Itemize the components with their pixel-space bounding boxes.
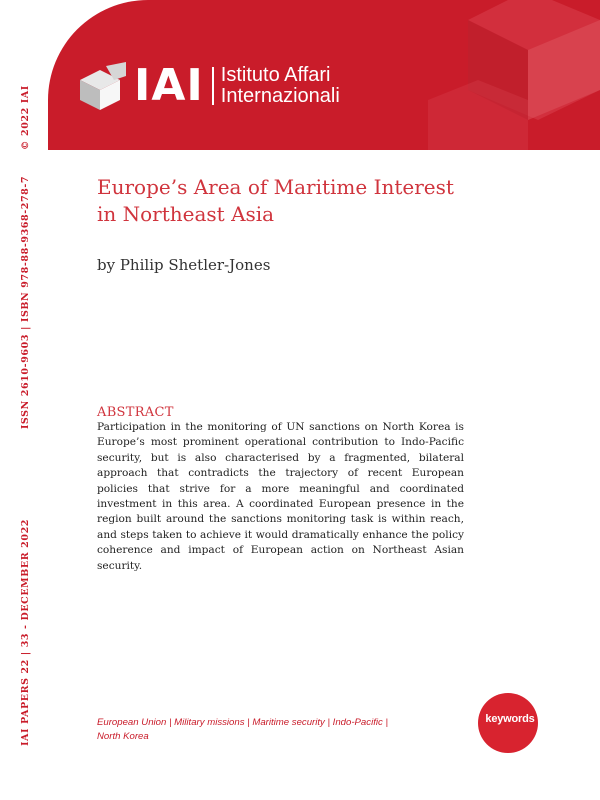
keywords-line2: North Korea	[97, 730, 149, 742]
keywords-line1: European Union | Military missions | Maritime security | Indo-Pacific |	[97, 717, 388, 728]
institute-name-line1: Istituto Affari	[220, 64, 331, 86]
logo-divider	[212, 67, 214, 105]
issn-isbn: ISSN 2610-9603 | ISBN 978-88-9368-278-7	[20, 175, 31, 430]
abstract-heading: ABSTRACT	[97, 405, 174, 420]
institute-name-line2: Internazionali	[220, 85, 340, 107]
paper-title	[97, 174, 517, 228]
author-byline: by Philip Shetler-Jones	[97, 256, 271, 274]
copyright: © 2022 IAI	[20, 85, 31, 151]
keywords-badge-label: keywords	[485, 713, 535, 725]
cube-logo-icon	[76, 62, 130, 110]
iai-logo	[76, 62, 340, 110]
title-line1: Europe’s Area of Maritime Interest	[97, 175, 454, 199]
series-info: IAI PAPERS 22 | 33 - DECEMBER 2022	[20, 518, 31, 746]
abstract-text: Participation in the monitoring of UN sanctions on North Korea is Europe’s most prominent operational contribution to Indo-Pacific security, but is also characterised by a fragmented, bilateral approach that contradicts the trajectory of recent European policies that strive for a more meaningful and coordinated investment in this area. A coordinated European presence in the region built around the sanctions monitoring task is within reach, and steps taken to achieve it would dramatically enhance the policy coherence and impact of European action on Northeast Asian security.	[97, 421, 464, 572]
keywords-list	[97, 716, 457, 743]
title-line2: in Northeast Asia	[97, 202, 275, 226]
institute-name	[221, 65, 340, 107]
side-metadata	[20, 85, 31, 746]
logo-abbreviation: IAI	[134, 60, 204, 111]
